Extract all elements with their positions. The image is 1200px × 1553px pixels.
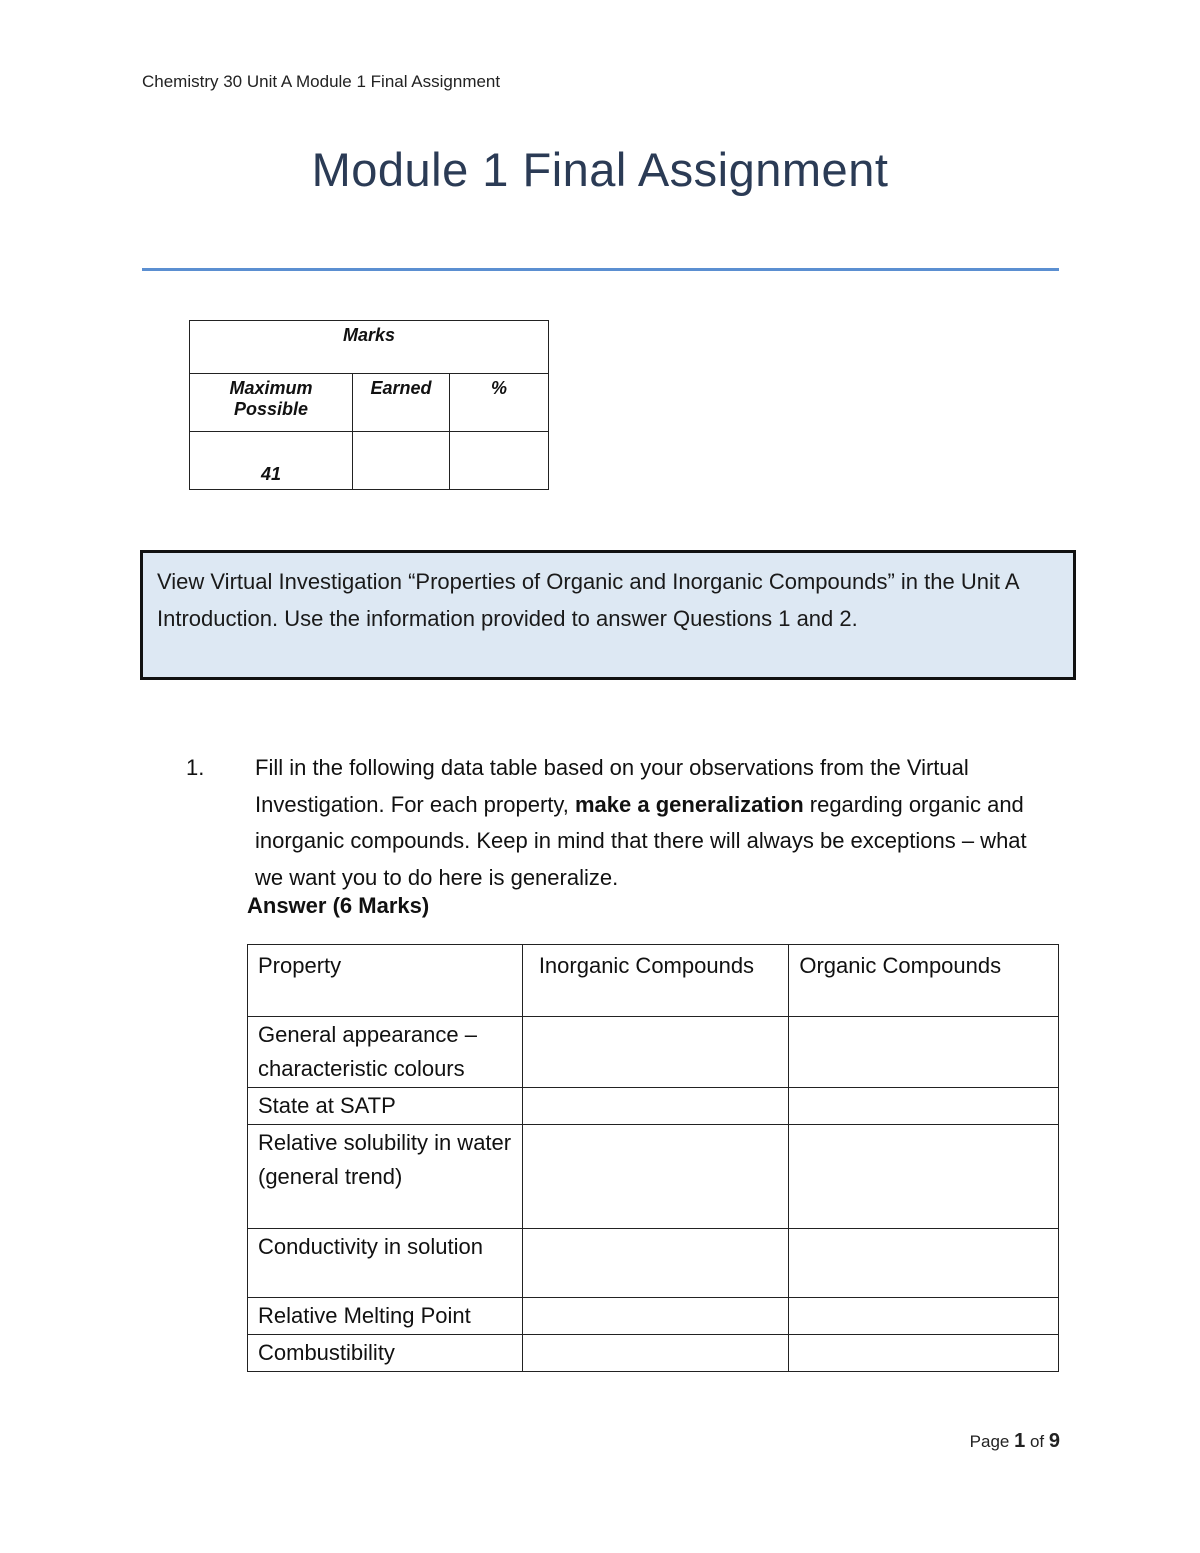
marks-value-earned[interactable] <box>353 432 450 490</box>
property-cell: State at SATP <box>248 1088 523 1125</box>
document-header: Chemistry 30 Unit A Module 1 Final Assignment <box>142 72 501 91</box>
question-text <box>255 750 1055 896</box>
property-cell: General appearance – characteristic colours <box>248 1017 523 1088</box>
question-text-part-2: regarding organic and inorganic compounds. Keep in mind that there will always be exceptions – what we want you to do here is generalize. <box>255 791 1027 890</box>
page-total: 9 <box>1048 1430 1060 1452</box>
header-organic: Organic Compounds <box>789 945 1059 1017</box>
table-row <box>248 1017 1059 1088</box>
property-cell: Combustibility <box>248 1335 523 1372</box>
property-table <box>247 944 1059 1372</box>
inorganic-answer-cell[interactable] <box>522 1088 789 1125</box>
title-divider <box>142 268 1059 271</box>
page-current: 1 <box>1014 1430 1026 1452</box>
inorganic-answer-cell[interactable] <box>522 1125 789 1229</box>
table-row <box>248 1125 1059 1229</box>
table-row <box>248 1088 1059 1125</box>
organic-answer-cell[interactable] <box>789 1088 1059 1125</box>
page-of-label: of <box>1029 1432 1045 1451</box>
page-label: Page <box>969 1432 1010 1451</box>
table-row <box>248 1335 1059 1372</box>
header-property: Property <box>248 945 523 1017</box>
page-footer <box>970 1430 1060 1453</box>
question-number: 1. <box>186 755 205 780</box>
inorganic-answer-cell[interactable] <box>522 1017 789 1088</box>
inorganic-answer-cell[interactable] <box>522 1298 789 1335</box>
page-title: Module 1 Final Assignment <box>311 143 889 196</box>
answer-label: Answer (6 Marks) <box>247 893 430 918</box>
property-cell: Conductivity in solution <box>248 1229 523 1298</box>
organic-answer-cell[interactable] <box>789 1229 1059 1298</box>
marks-value-percent[interactable] <box>450 432 549 490</box>
inorganic-answer-cell[interactable] <box>522 1335 789 1372</box>
marks-table <box>189 320 549 490</box>
marks-col-earned: Earned <box>353 374 450 432</box>
table-row <box>248 1298 1059 1335</box>
question-text-emphasis: make a generalization <box>574 791 804 817</box>
header-inorganic: Inorganic Compounds <box>522 945 789 1017</box>
organic-answer-cell[interactable] <box>789 1335 1059 1372</box>
table-row <box>248 1229 1059 1298</box>
organic-answer-cell[interactable] <box>789 1125 1059 1229</box>
property-cell: Relative solubility in water (general trend) <box>248 1125 523 1229</box>
property-cell: Relative Melting Point <box>248 1298 523 1335</box>
marks-value-max: 41 <box>190 432 353 490</box>
organic-answer-cell[interactable] <box>789 1017 1059 1088</box>
instruction-box: View Virtual Investigation “Properties of Organic and Inorganic Compounds” in the Unit A Introduction. Use the information provided to answer Questions 1 and 2. <box>140 550 1076 680</box>
inorganic-answer-cell[interactable] <box>522 1229 789 1298</box>
marks-heading: Marks <box>190 321 549 374</box>
marks-col-max: Maximum Possible <box>190 374 353 432</box>
question-text-part-1: Fill in the following data table based on your observations from the Virtual Investigation. For each property, <box>255 755 969 817</box>
marks-col-percent: % <box>450 374 549 432</box>
organic-answer-cell[interactable] <box>789 1298 1059 1335</box>
